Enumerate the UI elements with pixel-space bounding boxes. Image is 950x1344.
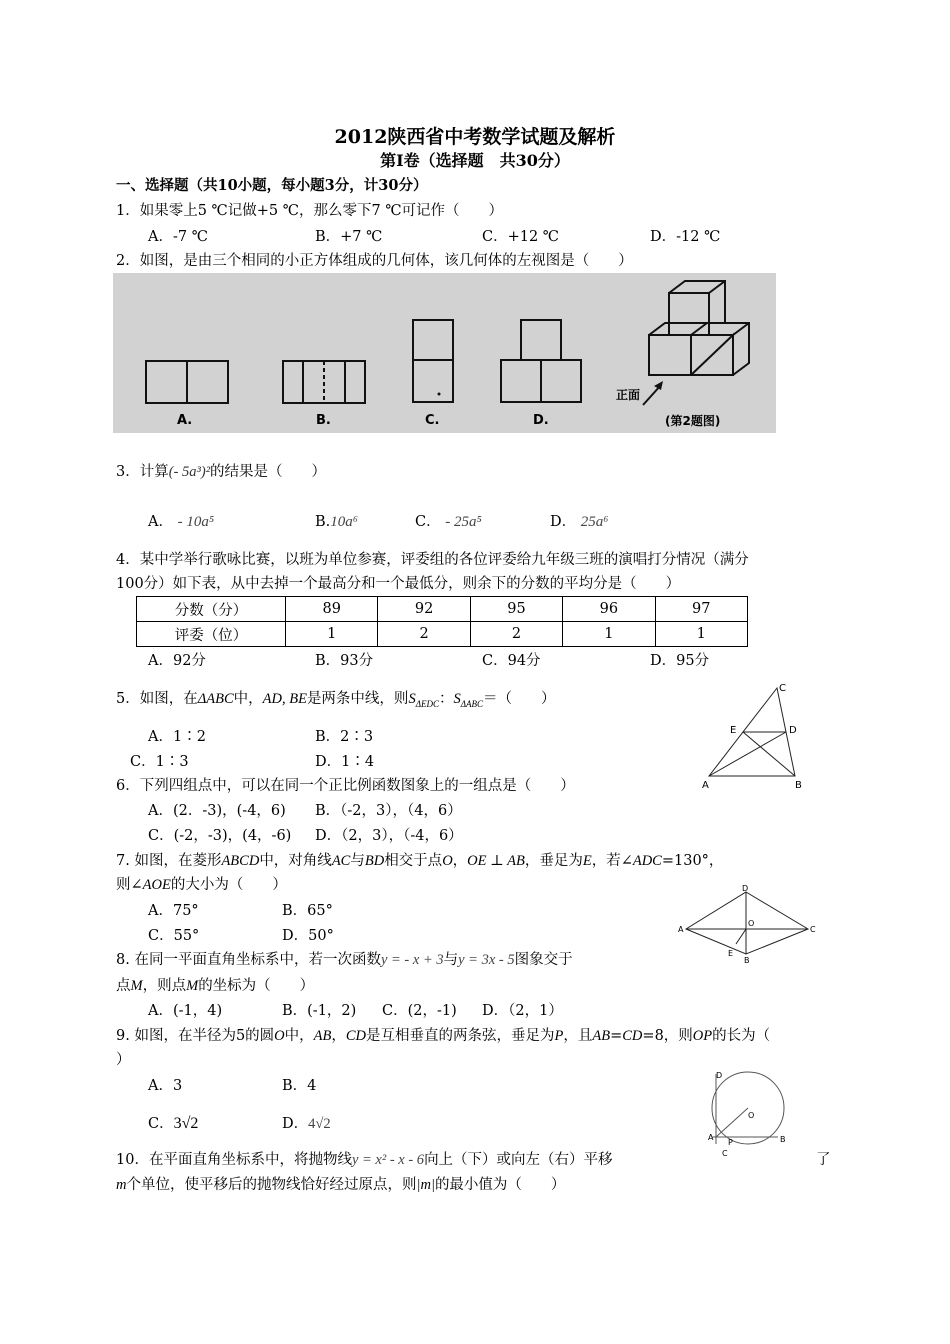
q1-option-d: D．-12 ℃ (650, 229, 721, 245)
q3-option-d-expr: 25a⁶ (580, 514, 609, 530)
q8-option-d: D．（2，1） (482, 1003, 563, 1019)
q3-stem-pre: 3．计算 (116, 464, 169, 480)
q1-option-a: A．-7 ℃ (148, 229, 208, 245)
q9-label-o: O (748, 1111, 755, 1120)
q4-score-table (136, 596, 748, 647)
q9-option-c-expr: 3√2 (173, 1115, 199, 1132)
q5-option-d: D．1∶4 (315, 754, 375, 770)
section-heading: 一、选择题（共10小题，每小题3分，计30分） (116, 177, 428, 194)
paper-subtitle: 第Ⅰ卷（选择题 共30分） (380, 151, 570, 170)
q2-stem: 2．如图，是由三个相同的小正方体组成的几何体，该几何体的左视图是（ ） (116, 253, 633, 269)
q7-label-e: E (728, 949, 734, 958)
q5-option-c: C．1∶3 (130, 754, 189, 770)
q3-option-d: D． 25a⁶ (550, 514, 609, 530)
q5-option-a: A．1∶2 (148, 729, 206, 745)
q7-label-o: O (748, 919, 755, 928)
q8-stem-line1: 8. 在同一平面直角坐标系中，若一次函数y = - x + 3与y = 3x - 5图象交于 (116, 952, 573, 968)
q3-option-b: B.10a⁶ (315, 514, 358, 530)
q10-function: y = x² - x - 6 (351, 1152, 425, 1168)
q8-function-1: y = - x + 3 (380, 952, 444, 968)
q2-figure (113, 273, 776, 433)
q8-stem-line2: 点M，则点M的坐标为（ ） (116, 978, 315, 994)
q4-option-b: B．93分 (315, 653, 374, 669)
q9-label-a: A (708, 1133, 714, 1142)
q10-stem-line1: 10．在平面直角坐标系中，将抛物线y = x² - x - 6向上（下）或向左（右）平移 (116, 1152, 613, 1168)
q9-option-d-expr: 4√2 (308, 1116, 331, 1132)
q3-stem-post: 的结果是（ ） (210, 464, 327, 480)
q2-label-b: B. (316, 413, 331, 428)
q1-stem: 1．如果零上5 ℃记做+5 ℃，那么零下7 ℃可记作（ ） (116, 203, 504, 219)
q3-option-c: C． - 25a⁵ (415, 514, 482, 530)
q7-label-a: A (678, 925, 684, 934)
q7-stem-line2: 则∠AOE的大小为（ ） (116, 877, 287, 893)
page-title: 2012陕西省中考数学试题及解析 (334, 126, 616, 148)
table-cell: 1 (563, 622, 655, 647)
table-cell: 92 (378, 597, 470, 622)
q10-stem-tail: 了 (816, 1152, 831, 1168)
q8-option-c: C．(2，-1) (382, 1003, 457, 1019)
q7-option-b: B．65° (282, 903, 333, 919)
q3-option-a: A． - 10a⁵ (148, 514, 215, 530)
q9-label-p: P (728, 1138, 733, 1147)
q7-option-c: C．55° (148, 928, 200, 944)
q9-option-d: D．4√2 (282, 1116, 331, 1132)
q5-triangle: ΔABC (197, 691, 234, 707)
q4-stem-line2: 100分）如下表，从中去掉一个最高分和一个最低分，则余下的分数的平均分是（ ） (116, 576, 681, 592)
q9-option-c: C．3√2 (148, 1115, 199, 1132)
q5-area-abc: $S_{\Delta ABC}$ (453, 691, 484, 709)
table-row (137, 622, 748, 647)
table-cell: 1 (655, 622, 747, 647)
q2-figure-caption: (第2题图) (665, 414, 721, 428)
q7-label-d: D (742, 884, 749, 893)
table-cell: 95 (470, 597, 562, 622)
q5-label-c: C (779, 683, 786, 694)
q5-label-a: A (702, 780, 709, 791)
q2-front-label: 正面 (616, 388, 641, 402)
q6-option-b: B．（-2，3），（4，6） (315, 803, 462, 819)
q5-area-edc: $S_{\Delta EDC}$ (408, 691, 439, 709)
q8-function-2: y = 3x - 5 (458, 952, 515, 968)
q5-label-b: B (795, 780, 802, 791)
q5-triangle-figure (700, 682, 820, 802)
q9-label-c: C (722, 1149, 728, 1158)
table-cell: 2 (378, 622, 470, 647)
q2-label-d: D. (533, 413, 549, 428)
table-cell: 分数（分） (137, 597, 286, 622)
q5-lines: AD, BE (262, 691, 307, 707)
q5-label-e: E (730, 725, 737, 736)
table-cell: 97 (655, 597, 747, 622)
table-row (137, 597, 748, 622)
q3-option-b-expr: 10a⁶ (330, 514, 358, 530)
table-cell: 评委（位） (137, 622, 286, 647)
q9-label-d: D (716, 1071, 723, 1080)
q7-stem-line1: 7. 如图，在菱形ABCD中，对角线AC与BD相交于点O，OE ⊥ AB，垂足为E，若∠ADC=130°， (116, 853, 724, 869)
q5-stem: 5．如图，在ΔABC中，AD, BE是两条中线，则$S_{\Delta EDC}$：$S_{\Delta ABC}=$（ ） (116, 691, 556, 709)
q3-option-a-expr: - 10a⁵ (177, 514, 215, 530)
q7-option-a: A．75° (148, 903, 199, 919)
table-cell: 96 (563, 597, 655, 622)
q9-option-b: B．4 (282, 1078, 317, 1094)
q7-option-d: D．50° (282, 928, 334, 944)
q6-option-d: D．（2，3），（-4，6） (315, 828, 463, 844)
q4-option-a: A．92分 (148, 653, 206, 669)
q3-option-c-expr: - 25a⁵ (445, 514, 482, 530)
q8-option-a: A．(-1，4) (148, 1003, 223, 1019)
q9-label-b: B (780, 1135, 786, 1144)
q8-option-b: B．(-1，2) (282, 1003, 357, 1019)
table-cell: 2 (470, 622, 562, 647)
table-cell: 89 (286, 597, 378, 622)
q9-stem-line1: 9. 如图，在半径为5的圆O中，AB，CD是互相垂直的两条弦，垂足为P，且AB=CD=8，则OP的长为（ (116, 1028, 771, 1044)
q7-label-b: B (744, 956, 750, 965)
q7-label-c: C (810, 925, 816, 934)
q4-option-c: C．94分 (482, 653, 541, 669)
q9-circle-figure (702, 1070, 802, 1160)
q2-views-svg (113, 273, 776, 433)
q2-label-c: C. (425, 413, 440, 428)
q4-stem-line1: 4．某中学举行歌咏比赛，以班为单位参赛，评委组的各位评委给九年级三班的演唱打分情况（满分 (116, 552, 749, 568)
q6-stem: 6．下列四组点中，可以在同一个正比例函数图象上的一组点是（ ） (116, 778, 575, 794)
q9-option-a: A．3 (148, 1078, 183, 1094)
q10-stem-line2: m个单位，使平移后的抛物线恰好经过原点，则|m|的最小值为（ ） (116, 1177, 566, 1193)
q6-option-a: A．(2．-3)，(-4，6) (148, 803, 286, 819)
q5-option-b: B．2∶3 (315, 729, 374, 745)
q1-option-b: B．+7 ℃ (315, 229, 383, 245)
q2-label-a: A. (177, 413, 193, 428)
q3-expression: (- 5a³)² (168, 464, 211, 480)
q6-option-c: C．(-2，-3)，(4，-6) (148, 828, 292, 844)
q1-option-c: C．+12 ℃ (482, 229, 560, 245)
q9-stem-line2: ） (116, 1052, 131, 1068)
q3-stem (116, 462, 326, 482)
q5-label-d: D (789, 725, 797, 736)
q7-rhombus-figure (678, 884, 828, 964)
q4-option-d: D．95分 (650, 653, 710, 669)
table-cell: 1 (286, 622, 378, 647)
